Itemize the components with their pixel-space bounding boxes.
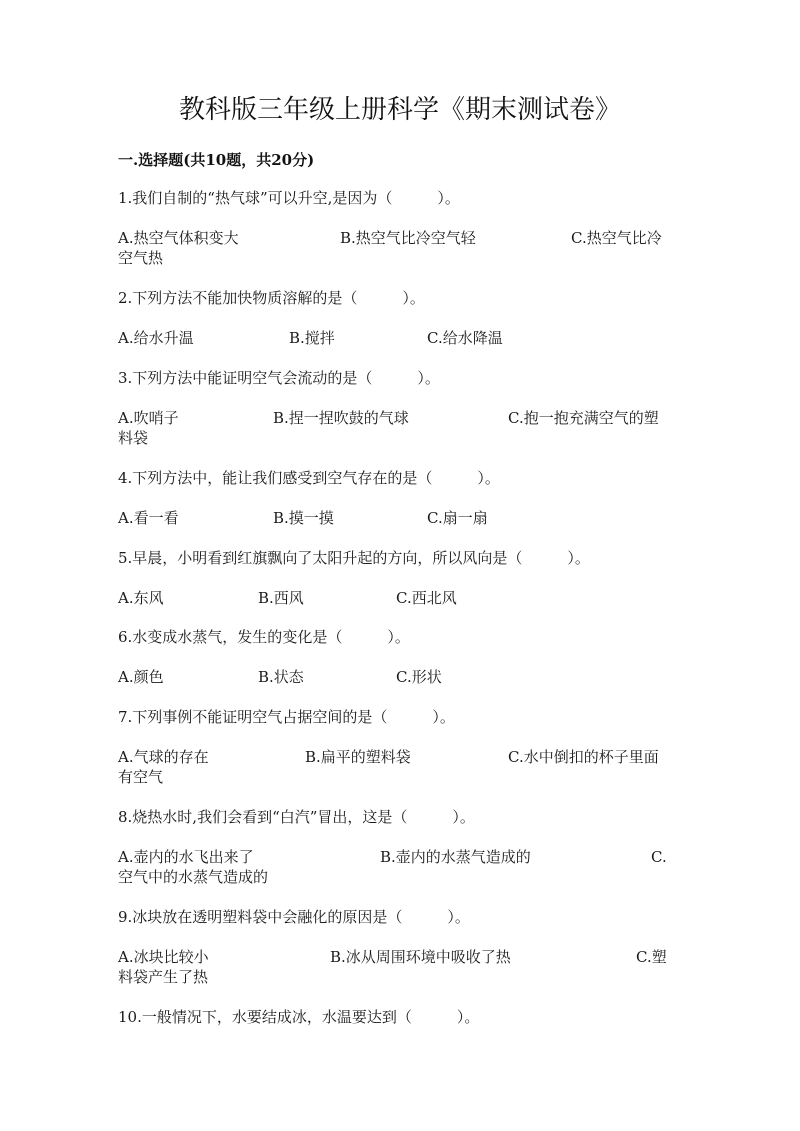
option-c: C.扇一扇 — [427, 509, 488, 527]
option-c: C.形状 — [396, 668, 442, 686]
option-continuation: 有空气 — [118, 768, 164, 786]
option-b: B.捏一捏吹鼓的气球 — [273, 409, 409, 427]
question-stem: 9.冰块放在透明塑料袋中会融化的原因是（ ）。 — [118, 908, 470, 926]
question-stem: 2.下列方法不能加快物质溶解的是（ ）。 — [118, 289, 425, 307]
option-a: A.热空气体积变大 — [118, 229, 239, 247]
question-stem: 5.早晨，小明看到红旗飘向了太阳升起的方向，所以风向是（ ）。 — [118, 549, 590, 567]
option-b: B.壶内的水蒸气造成的 — [380, 848, 531, 866]
option-b: B.摸一摸 — [273, 509, 334, 527]
option-a: A.冰块比较小 — [118, 948, 209, 966]
option-b: B.冰从周围环境中吸收了热 — [330, 948, 511, 966]
option-continuation: 空气热 — [118, 249, 164, 267]
option-c: C.塑 — [636, 948, 667, 966]
option-c: C.西北风 — [396, 589, 457, 607]
option-b: B.扁平的塑料袋 — [305, 748, 411, 766]
page-title: 教科版三年级上册科学《期末测试卷》 — [178, 95, 621, 125]
option-a: A.看一看 — [118, 509, 179, 527]
option-continuation: 料袋 — [118, 429, 149, 447]
question-stem: 10.一般情况下，水要结成冰，水温要达到（ ）。 — [118, 1008, 480, 1026]
option-c: C.给水降温 — [427, 329, 503, 347]
question-stem: 3.下列方法中能证明空气会流动的是（ ）。 — [118, 369, 440, 387]
option-c: C.热空气比冷 — [571, 229, 662, 247]
option-c: C.水中倒扣的杯子里面 — [508, 748, 659, 766]
question-stem: 7.下列事例不能证明空气占据空间的是（ ）。 — [118, 708, 455, 726]
option-a: A.给水升温 — [118, 329, 194, 347]
option-a: A.东风 — [118, 589, 164, 607]
option-c: C.抱一抱充满空气的塑 — [508, 409, 659, 427]
option-b: B.状态 — [258, 668, 304, 686]
option-b: B.搅拌 — [289, 329, 335, 347]
option-a: A.吹哨子 — [118, 409, 179, 427]
option-continuation: 料袋产生了热 — [118, 968, 209, 986]
option-b: B.热空气比冷空气轻 — [340, 229, 476, 247]
question-stem: 8.烧热水时,我们会看到“白汽”冒出，这是（ ）。 — [118, 808, 475, 826]
option-a: A.壶内的水飞出来了 — [118, 848, 254, 866]
option-a: A.颜色 — [118, 668, 164, 686]
option-c: C. — [651, 848, 667, 866]
section-heading: 一.选择题(共10题，共20分) — [118, 151, 315, 169]
option-a: A.气球的存在 — [118, 748, 209, 766]
option-continuation: 空气中的水蒸气造成的 — [118, 868, 269, 886]
question-stem: 1.我们自制的“热气球”可以升空,是因为（ ）。 — [118, 189, 460, 207]
question-stem: 6.水变成水蒸气，发生的变化是（ ）。 — [118, 628, 410, 646]
option-b: B.西风 — [258, 589, 304, 607]
question-stem: 4.下列方法中，能让我们感受到空气存在的是（ ）。 — [118, 469, 500, 487]
